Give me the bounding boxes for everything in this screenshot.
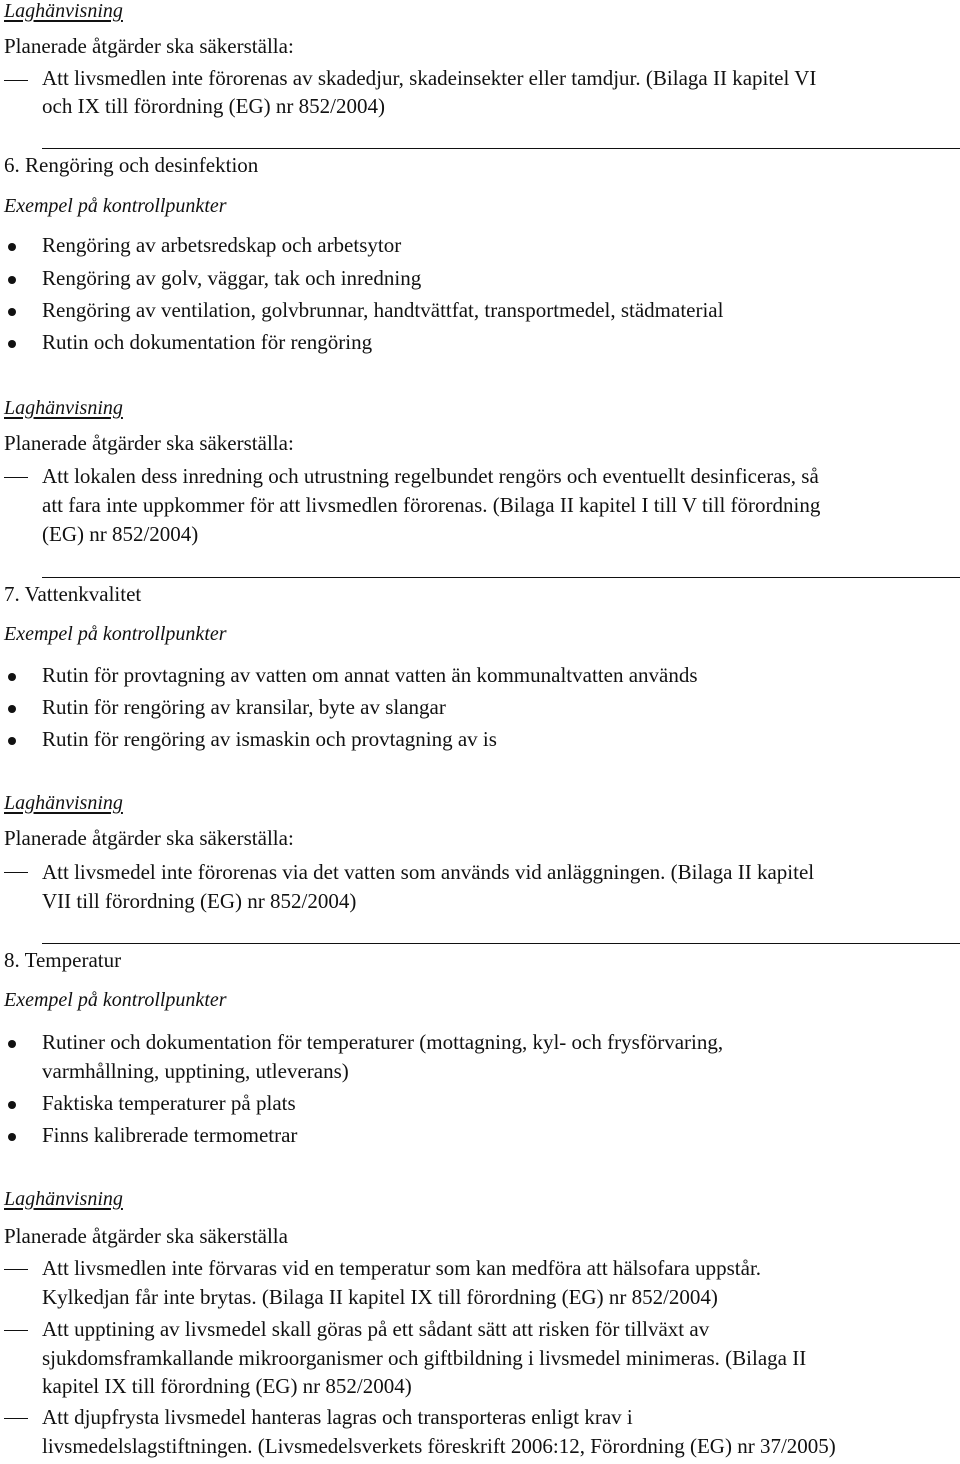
dash-item-line: (EG) nr 852/2004) <box>42 522 199 546</box>
planerade-label: Planerade åtgärder ska säkerställa: <box>4 34 294 58</box>
bullet-marker <box>8 1040 16 1048</box>
bullet-item: Rengöring av ventilation, golvbrunnar, handtvättfat, transportmedel, städmaterial <box>42 298 724 322</box>
dash-item-line: att fara inte uppkommer för att livsmedlen förorenas. (Bilaga II kapitel I till V till förordning <box>42 493 821 517</box>
dash-item-line: Att livsmedel inte förorenas via det vatten som används vid anläggningen. (Bilaga II kapitel <box>42 860 815 884</box>
bullet-item: Rutin och dokumentation för rengöring <box>42 330 373 354</box>
exempel-label: Exempel på kontrollpunkter <box>4 623 227 645</box>
bullet-marker <box>8 1101 16 1109</box>
planerade-label: Planerade åtgärder ska säkerställa <box>4 1224 288 1248</box>
dash-item-line: Att livsmedlen inte förorenas av skadedjur, skadeinsekter eller tamdjur. (Bilaga II kapitel VI <box>42 66 817 90</box>
planerade-label: Planerade åtgärder ska säkerställa: <box>4 431 294 455</box>
dash-item-line: och IX till förordning (EG) nr 852/2004) <box>42 94 385 118</box>
bullet-marker <box>8 276 16 284</box>
bullet-item-cont: varmhållning, upptining, utleverans) <box>42 1059 349 1083</box>
laghanvisning-label: Laghänvisning <box>4 792 123 814</box>
dash-item-line: Att upptining av livsmedel skall göras på ett sådant sätt att risken för tillväxt av <box>42 1317 710 1341</box>
bullet-item: Faktiska temperaturer på plats <box>42 1091 296 1115</box>
section-rule <box>42 577 960 578</box>
bullet-marker <box>8 673 16 681</box>
dash-marker <box>4 1330 28 1331</box>
dash-item-line: livsmedelslagstiftningen. (Livsmedelsverkets föreskrift 2006:12, Förordning (EG) nr 37/2005) <box>42 1434 836 1458</box>
laghanvisning-label: Laghänvisning <box>4 397 123 419</box>
bullet-item: Rengöring av arbetsredskap och arbetsytor <box>42 233 402 257</box>
section-heading-6: 6. Rengöring och desinfektion <box>4 153 259 177</box>
dash-item-line: sjukdomsframkallande mikroorganismer och giftbildning i livsmedel minimeras. (Bilaga II <box>42 1346 807 1370</box>
section-heading-8: 8. Temperatur <box>4 948 122 972</box>
section-heading-7: 7. Vattenkvalitet <box>4 582 142 606</box>
dash-item-line: Att djupfrysta livsmedel hanteras lagras och transporteras enligt krav i <box>42 1405 633 1429</box>
exempel-label: Exempel på kontrollpunkter <box>4 989 227 1011</box>
dash-item-line: VII till förordning (EG) nr 852/2004) <box>42 889 357 913</box>
bullet-marker <box>8 1133 16 1141</box>
bullet-item: Finns kalibrerade termometrar <box>42 1123 298 1147</box>
dash-marker <box>4 1269 28 1270</box>
bullet-item: Rutin för rengöring av ismaskin och provtagning av is <box>42 727 497 751</box>
dash-item-line: Kylkedjan får inte brytas. (Bilaga II kapitel IX till förordning (EG) nr 852/2004) <box>42 1285 718 1309</box>
bullet-item: Rutin för provtagning av vatten om annat vatten än kommunaltvatten används <box>42 663 698 687</box>
bullet-marker <box>8 243 16 251</box>
bullet-marker <box>8 340 16 348</box>
section-rule <box>42 943 960 944</box>
exempel-label: Exempel på kontrollpunkter <box>4 195 227 217</box>
bullet-marker <box>8 705 16 713</box>
planerade-label: Planerade åtgärder ska säkerställa: <box>4 826 294 850</box>
section-rule <box>42 148 960 149</box>
dash-marker <box>4 1418 28 1419</box>
bullet-marker <box>8 737 16 745</box>
dash-item-line: Att livsmedlen inte förvaras vid en temperatur som kan medföra att hälsofara uppstår. <box>42 1256 762 1280</box>
dash-marker <box>4 477 28 478</box>
laghanvisning-label: Laghänvisning <box>4 0 123 22</box>
dash-marker <box>4 872 28 873</box>
dash-marker <box>4 80 28 81</box>
bullet-marker <box>8 308 16 316</box>
bullet-item: Rengöring av golv, väggar, tak och inredning <box>42 266 422 290</box>
bullet-item: Rutiner och dokumentation för temperaturer (mottagning, kyl- och frysförvaring, <box>42 1030 724 1054</box>
dash-item-line: Att lokalen dess inredning och utrustning regelbundet rengörs och eventuellt desinficeras, så <box>42 464 819 488</box>
dash-item-line: kapitel IX till förordning (EG) nr 852/2004) <box>42 1374 412 1398</box>
laghanvisning-label: Laghänvisning <box>4 1188 123 1210</box>
bullet-item: Rutin för rengöring av kransilar, byte av slangar <box>42 695 446 719</box>
